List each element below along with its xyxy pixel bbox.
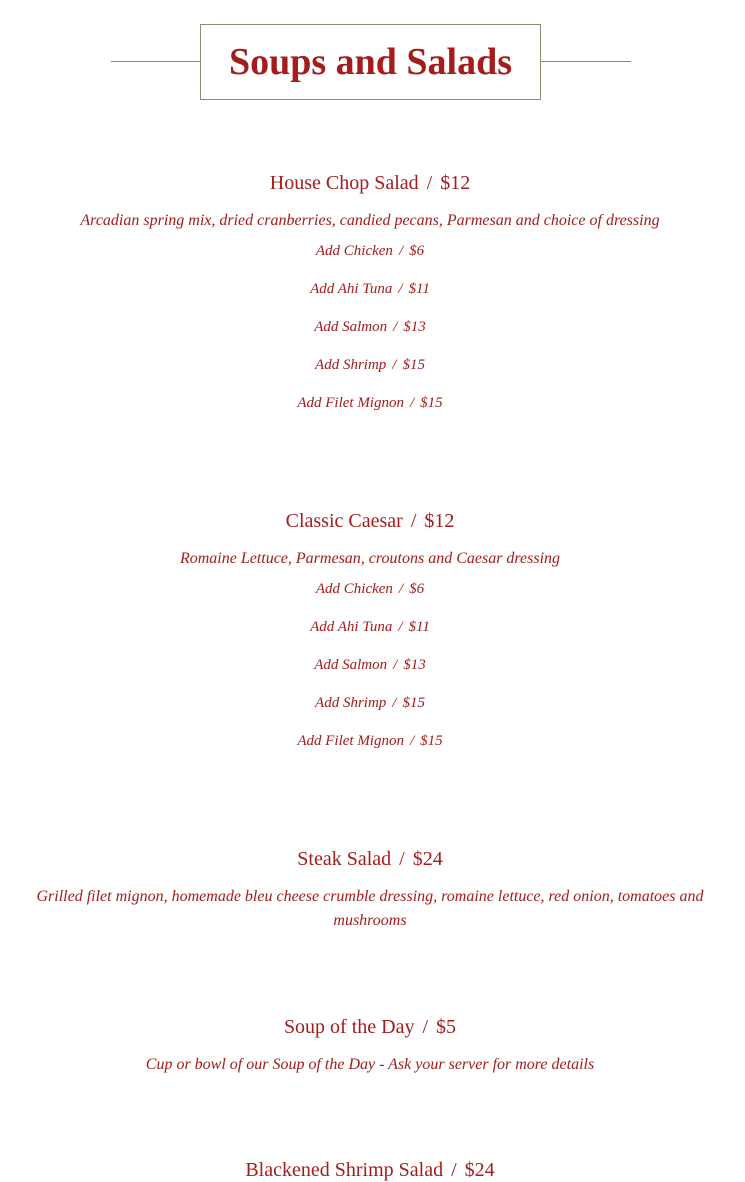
price-separator: / xyxy=(392,695,397,711)
price-separator: / xyxy=(392,357,397,373)
addon-price: $15 xyxy=(402,695,425,711)
price-separator: / xyxy=(393,319,398,335)
price-separator: / xyxy=(398,619,403,635)
addon-price: $15 xyxy=(402,357,425,373)
menu-item-classic-caesar xyxy=(30,509,710,769)
menu-item-title xyxy=(30,509,710,533)
addon-name: Add Chicken xyxy=(315,243,393,259)
addon-price: $11 xyxy=(408,619,430,635)
addon-name: Add Filet Mignon xyxy=(297,395,404,411)
addon-name: Add Shrimp xyxy=(315,695,387,711)
section-title: Soups and Salads xyxy=(228,41,513,83)
addon-item xyxy=(30,655,710,675)
addon-name: Add Shrimp xyxy=(315,357,387,373)
addon-item xyxy=(30,317,710,337)
addon-name: Add Salmon xyxy=(314,319,388,335)
addon-item xyxy=(30,693,710,713)
price-separator: / xyxy=(398,243,404,259)
menu-item-description: Romaine Lettuce, Parmesan, croutons and Caesar dressing xyxy=(179,550,561,567)
header-rule-right xyxy=(540,61,631,62)
menu-item-title xyxy=(30,1015,710,1039)
addon-item xyxy=(30,731,710,751)
menu-item-name: Soup of the Day xyxy=(283,1016,415,1038)
addon-list xyxy=(30,579,710,751)
addon-item xyxy=(30,617,710,637)
menu-item-name: Blackened Shrimp Salad xyxy=(245,1159,444,1181)
price-separator: / xyxy=(422,1016,429,1038)
addon-item xyxy=(30,579,710,599)
menu-item-name: Steak Salad xyxy=(297,848,392,870)
menu-item-description: Grilled filet mignon, homemade bleu cheese crumble dressing, romaine lettuce, red onion, tomatoes and mushrooms xyxy=(36,888,704,929)
addon-price: $13 xyxy=(403,319,426,335)
price-separator: / xyxy=(451,1159,457,1181)
addon-price: $13 xyxy=(403,657,426,673)
addon-price: $6 xyxy=(409,581,425,597)
price-separator: / xyxy=(409,395,415,411)
addon-name: Add Ahi Tuna xyxy=(310,281,393,297)
price-separator: / xyxy=(410,510,417,532)
price-separator: / xyxy=(398,581,404,597)
addon-item xyxy=(30,393,710,413)
price-separator: / xyxy=(393,657,398,673)
addon-item xyxy=(30,241,710,261)
addon-list xyxy=(30,241,710,413)
addon-name: Add Chicken xyxy=(315,581,393,597)
section-title-box xyxy=(200,24,541,100)
addon-price: $11 xyxy=(408,281,430,297)
addon-name: Add Filet Mignon xyxy=(297,733,404,749)
price-separator: / xyxy=(398,281,403,297)
menu-item-blackened-shrimp-salad xyxy=(30,1158,710,1182)
menu-item-soup-of-the-day xyxy=(30,1015,710,1077)
menu-item-price: $24 xyxy=(464,1159,495,1181)
menu-item-name: Classic Caesar xyxy=(285,510,403,532)
addon-price: $6 xyxy=(409,243,425,259)
section-header xyxy=(0,24,745,100)
price-separator: / xyxy=(399,848,405,870)
addon-name: Add Ahi Tuna xyxy=(310,619,393,635)
menu-item-name: House Chop Salad xyxy=(269,172,419,194)
menu-item-steak-salad xyxy=(30,847,710,933)
menu-item-description: Arcadian spring mix, dried cranberries, candied pecans, Parmesan and choice of dressing xyxy=(80,212,660,229)
addon-price: $15 xyxy=(420,395,443,411)
header-rule-left xyxy=(111,61,201,62)
menu-item-title xyxy=(30,1158,710,1182)
addon-item xyxy=(30,279,710,299)
menu-item-description: Cup or bowl of our Soup of the Day - Ask your server for more details xyxy=(145,1056,595,1073)
price-separator: / xyxy=(426,172,433,194)
menu-item-price: $12 xyxy=(440,172,471,194)
addon-item xyxy=(30,355,710,375)
menu-item-title xyxy=(30,847,710,871)
menu-item-price: $24 xyxy=(412,848,443,870)
menu-item-price: $5 xyxy=(436,1016,457,1038)
menu-item-house-chop-salad xyxy=(30,171,710,431)
price-separator: / xyxy=(409,733,415,749)
addon-name: Add Salmon xyxy=(314,657,388,673)
addon-price: $15 xyxy=(420,733,443,749)
menu-item-title xyxy=(30,171,710,195)
menu-item-price: $12 xyxy=(424,510,455,532)
